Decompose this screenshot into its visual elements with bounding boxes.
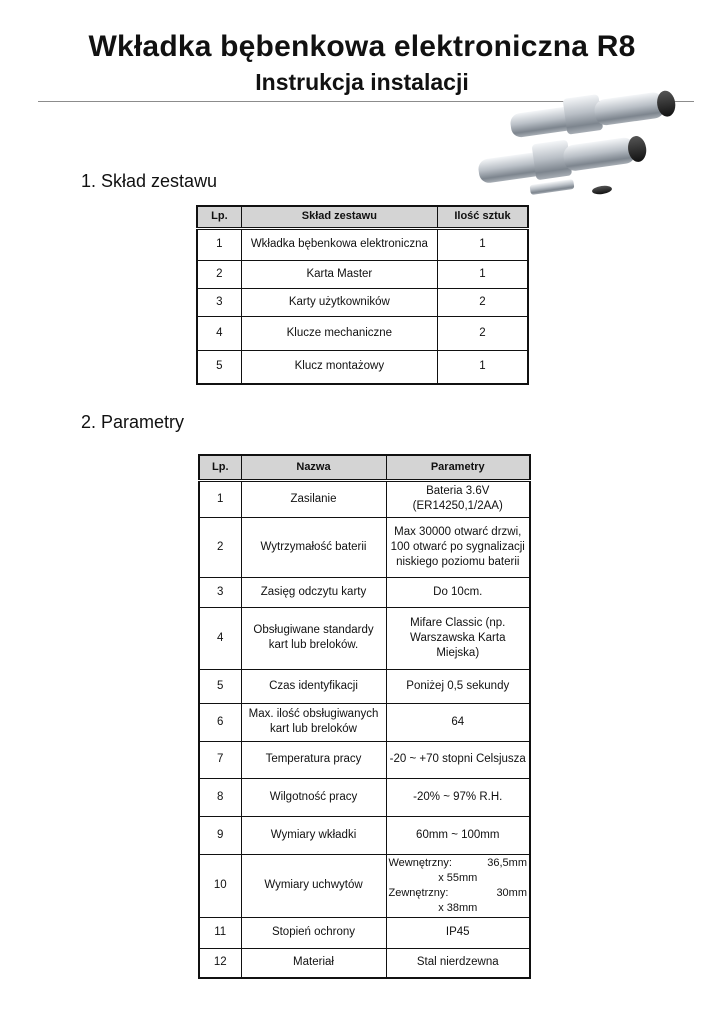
cell-name: Wymiary wkładki [241, 816, 386, 854]
cell-quantity: 1 [437, 228, 528, 260]
table-row [199, 778, 530, 816]
cell-name: Zasilanie [241, 480, 386, 517]
cell-name: Czas identyfikacji [241, 669, 386, 703]
cell-item: Klucz montażowy [241, 350, 437, 384]
cell-lp: 1 [197, 228, 241, 260]
inner-handle-value-2: x 55mm [438, 871, 478, 884]
cell-lp: 10 [199, 854, 241, 917]
table-row [199, 917, 530, 948]
cell-item: Klucze mechaniczne [241, 316, 437, 350]
column-header-contents: Skład zestawu [241, 206, 437, 228]
cell-parameter: Do 10cm. [386, 577, 530, 607]
cell-lp: 1 [199, 480, 241, 517]
table-row [197, 260, 528, 288]
table-row [199, 741, 530, 778]
section-heading-parameters: 2. Parametry [81, 412, 185, 432]
column-header-parameters: Parametry [386, 455, 530, 480]
column-header-lp: Lp. [199, 455, 241, 480]
cell-lp: 11 [199, 917, 241, 948]
cell-parameter: -20% ~ 97% R.H. [386, 778, 530, 816]
cell-name: Zasięg odczytu karty [241, 577, 386, 607]
cell-lp: 4 [197, 316, 241, 350]
cell-name: Wymiary uchwytów [241, 854, 386, 917]
cell-lp: 12 [199, 948, 241, 978]
cell-name: Temperatura pracy [241, 741, 386, 778]
column-header-quantity: Ilość sztuk [437, 206, 528, 228]
cell-lp: 4 [199, 607, 241, 669]
table-row [199, 703, 530, 741]
lock-cylinder-product-image [470, 84, 700, 196]
cell-parameter: Bateria 3.6V (ER14250,1/2AA) [386, 480, 530, 517]
cell-lp: 3 [199, 577, 241, 607]
parameters-table [198, 454, 531, 979]
kit-contents-table [196, 205, 529, 385]
table-row [197, 350, 528, 384]
cell-quantity: 2 [437, 288, 528, 316]
cell-handle-dimensions [386, 854, 530, 917]
inner-handle-value: 36,5mm [487, 856, 527, 869]
cell-parameter: 60mm ~ 100mm [386, 816, 530, 854]
cell-lp: 7 [199, 741, 241, 778]
cell-item: Wkładka bębenkowa elektroniczna [241, 228, 437, 260]
document-subtitle: Instrukcja instalacji [255, 69, 469, 95]
document-title: Wkładka bębenkowa elektroniczna R8 [88, 30, 636, 63]
table-row [199, 948, 530, 978]
cell-parameter: Max 30000 otwarć drzwi, 100 otwarć po sygnalizacji niskiego poziomu baterii [386, 517, 530, 577]
cell-lp: 3 [197, 288, 241, 316]
cell-lp: 5 [197, 350, 241, 384]
cell-lp: 8 [199, 778, 241, 816]
section-heading-kit-contents: 1. Skład zestawu [81, 171, 218, 191]
outer-handle-value: 30mm [496, 886, 527, 899]
cell-lp: 2 [197, 260, 241, 288]
cell-lp: 2 [199, 517, 241, 577]
cell-item: Karta Master [241, 260, 437, 288]
table-row [197, 288, 528, 316]
cell-name: Max. ilość obsługiwanych kart lub breloków [241, 703, 386, 741]
table-row [199, 669, 530, 703]
outer-handle-value-2: x 38mm [438, 901, 478, 914]
inner-handle-label: Wewnętrzny: [388, 856, 452, 869]
cell-parameter: Poniżej 0,5 sekundy [386, 669, 530, 703]
cell-parameter: Mifare Classic (np. Warszawska Karta Miejska) [386, 607, 530, 669]
cell-quantity: 1 [437, 260, 528, 288]
cell-name: Materiał [241, 948, 386, 978]
cell-name: Wytrzymałość baterii [241, 517, 386, 577]
cell-name: Wilgotność pracy [241, 778, 386, 816]
cell-parameter: IP45 [386, 917, 530, 948]
cell-name: Stopień ochrony [241, 917, 386, 948]
table-row [197, 316, 528, 350]
outer-handle-label: Zewnętrzny: [388, 886, 449, 899]
cell-lp: 5 [199, 669, 241, 703]
cell-quantity: 1 [437, 350, 528, 384]
table-row [199, 854, 530, 917]
cell-parameter: Stal nierdzewna [386, 948, 530, 978]
column-header-name: Nazwa [241, 455, 386, 480]
cell-item: Karty użytkowników [241, 288, 437, 316]
cell-parameter: 64 [386, 703, 530, 741]
cell-lp: 9 [199, 816, 241, 854]
table-row [199, 517, 530, 577]
table-row [199, 480, 530, 517]
column-header-lp: Lp. [197, 206, 241, 228]
cell-name: Obsługiwane standardy kart lub breloków. [241, 607, 386, 669]
table-row [197, 228, 528, 260]
cell-parameter: -20 ~ +70 stopni Celsjusza [386, 741, 530, 778]
table-row [199, 607, 530, 669]
table-row [199, 577, 530, 607]
table-row [199, 816, 530, 854]
cell-lp: 6 [199, 703, 241, 741]
cell-quantity: 2 [437, 316, 528, 350]
